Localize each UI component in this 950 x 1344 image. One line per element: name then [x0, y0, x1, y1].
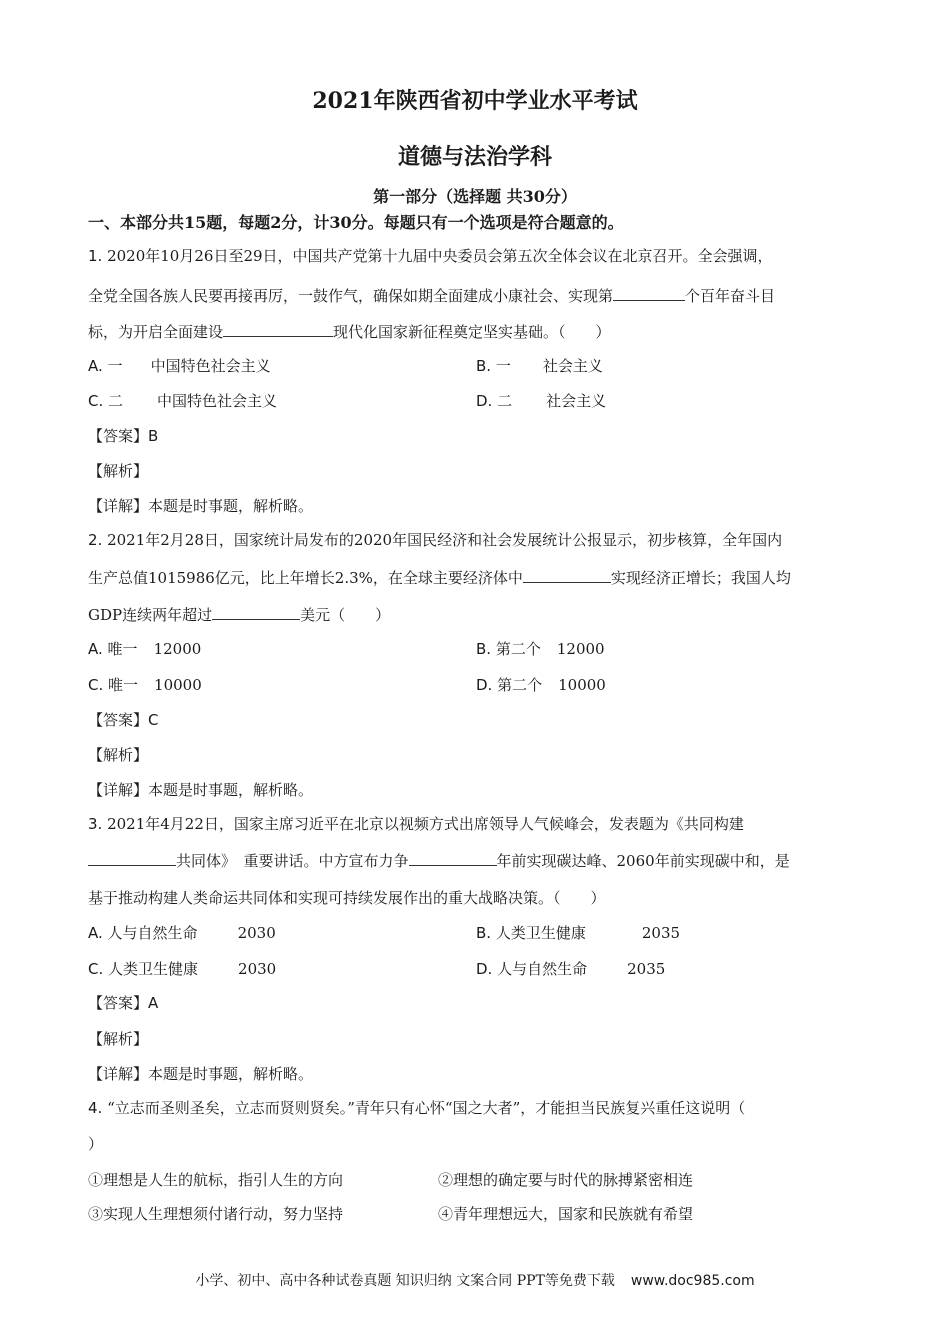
q4-line-2: ） — [88, 1135, 104, 1153]
q3-option-d: D. 人与自然生命 2035 — [476, 960, 666, 978]
q2-answer: 【答案】C — [88, 711, 159, 729]
q3-line-3: 基于推动构建人类命运共同体和实现可持续发展作出的重大战略决策。（ ） — [88, 889, 606, 907]
q1-option-b: B. 一 社会主义 — [476, 357, 603, 375]
q2-option-a: A. 唯一 12000 — [88, 640, 202, 658]
q2-option-d: D. 第二个 10000 — [476, 676, 606, 694]
q2-option-b: B. 第二个 12000 — [476, 640, 605, 658]
q2-detail: 【详解】本题是时事题，解析略。 — [88, 781, 314, 799]
q3-line-2: 共同体》 重要讲话。中方宣布力争 年前实现碳达峰、2060年前实现碳中和，是 — [88, 850, 790, 871]
q2-analysis: 【解析】 — [88, 746, 149, 764]
q4-item-1: ①理想是人生的航标，指引人生的方向 — [88, 1171, 344, 1189]
footer-text: 小学、初中、高中各种试卷真题 知识归纳 文案合同 PPT等免费下载 — [195, 1273, 615, 1289]
q4-item-2: ②理想的确定要与时代的脉搏紧密相连 — [438, 1171, 694, 1189]
q3-answer: 【答案】A — [88, 994, 159, 1012]
q1-answer: 【答案】B — [88, 427, 159, 445]
q1-line-1: 1. 2020年10月26日至29日，中国共产党第十九届中央委员会第五次全体会议在北京召开。全会强调， — [88, 247, 773, 265]
q1-option-a: A. 一 中国特色社会主义 — [88, 357, 271, 375]
q3-option-b: B. 人类卫生健康 2035 — [476, 924, 681, 942]
answer-blank — [409, 851, 497, 866]
q2-line-2: 生产总值1015986亿元，比上年增长2.3%，在全球主要经济体中 实现经济正增长；我国人均 — [88, 569, 791, 587]
section-instructions: 一、本部分共15题，每题2分，计30分。每题只有一个选项是符合题意的。 — [88, 213, 624, 232]
answer-blank — [523, 568, 611, 583]
q3-option-c: C. 人类卫生健康 2030 — [88, 960, 277, 978]
q1-option-c: C. 二 中国特色社会主义 — [88, 392, 278, 410]
q2-option-c: C. 唯一 10000 — [88, 676, 202, 694]
q1-analysis: 【解析】 — [88, 462, 149, 480]
subject-title: 道德与法治学科 — [397, 144, 552, 170]
q1-detail: 【详解】本题是时事题，解析略。 — [88, 497, 314, 515]
q4-line-1: 4. “立志而圣则圣矣，立志而贤则贤矣。”青年只有心怀“国之大者”，才能担当民族复兴重任这说明（ — [88, 1099, 746, 1117]
exam-title: 2021年陕西省初中学业水平考试 — [312, 88, 638, 114]
answer-blank — [88, 851, 176, 866]
q3-line-1: 3. 2021年4月22日，国家主席习近平在北京以视频方式出席领导人气候峰会，发表题为《共同构建 — [88, 815, 744, 833]
q1-line-2: 全党全国各族人民要再接再厉，一鼓作气，确保如期全面建成小康社会、实现第 个百年奋斗目 — [88, 287, 776, 305]
q2-line-3: GDP连续两年超过 美元（ ） — [88, 606, 391, 624]
answer-blank — [613, 286, 685, 301]
q1-option-d: D. 二 社会主义 — [476, 392, 607, 410]
part-heading: 第一部分（选择题 共30分） — [373, 187, 577, 206]
q3-analysis: 【解析】 — [88, 1030, 149, 1048]
q3-detail: 【详解】本题是时事题，解析略。 — [88, 1065, 314, 1083]
footer-url[interactable]: www.doc985.com — [630, 1273, 755, 1289]
page-footer — [0, 1270, 950, 1290]
q4-item-3: ③实现人生理想须付诸行动，努力坚持 — [88, 1205, 344, 1223]
answer-blank — [223, 322, 333, 337]
q1-line-3: 标，为开启全面建设 现代化国家新征程奠定坚实基础。（ ） — [88, 323, 611, 341]
q2-line-1: 2. 2021年2月28日，国家统计局发布的2020年国民经济和社会发展统计公报显示，初步核算，全年国内 — [88, 531, 783, 549]
q3-option-a: A. 人与自然生命 2030 — [88, 924, 276, 942]
answer-blank — [212, 605, 300, 620]
q4-item-4: ④青年理想远大，国家和民族就有希望 — [438, 1205, 694, 1223]
